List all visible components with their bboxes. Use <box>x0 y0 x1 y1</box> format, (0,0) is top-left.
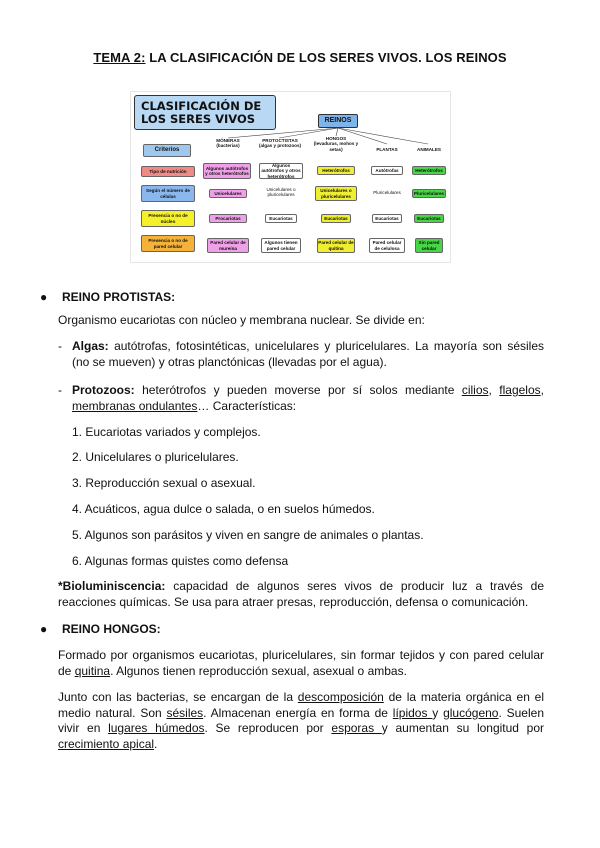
protistas-intro: Organismo eucariotas con núcleo y membrana nuclear. Se divide en: <box>58 313 425 327</box>
kingdom-plantas-header: PLANTAS <box>376 147 398 152</box>
plantas-pared: Pared celular de celulosa <box>369 238 405 253</box>
characteristic-item-2: 2. Unicelulares o pluricelulares. <box>72 450 239 464</box>
sesiles-term: sésiles <box>166 705 204 720</box>
page-title <box>0 50 600 65</box>
bullet-icon: ● <box>40 290 48 304</box>
dash-icon: - <box>58 339 62 353</box>
kingdom-hongos-header: HONGOS (levaduras, mohos y setas) <box>313 136 359 152</box>
diagram-title-box <box>134 95 276 130</box>
plantas-celulas: Pluricelulares <box>373 190 401 195</box>
characteristic-item-5: 5. Algunos son parásitos y viven en sangre de animales o plantas. <box>72 528 424 542</box>
hongos-nucleo: Eucariotas <box>321 214 351 223</box>
hongos-paragraph-2: Junto con las bacterias, se encargan de la descomposición de la materia orgánica en el medio natural. Son sésiles. Almacenan energía en forma de lípidos y glucógeno. Suelen vivir en lugares húmedos. Se reproducen por esporas y aumentan su longitud por crecimiento apical. <box>58 690 545 751</box>
dash-icon: - <box>58 383 62 397</box>
diagram-title-line1: CLASIFICACIÓN DE <box>141 99 262 113</box>
characteristic-item-6: 6. Algunas formas quistes como defensa <box>72 554 289 568</box>
crecimiento-apical-term: crecimiento apical <box>58 736 155 751</box>
protozoos-label: Protozoos: <box>72 383 135 397</box>
criterios-box: Criterios <box>143 144 191 157</box>
diagram-title-line2: LOS SERES VIVOS <box>141 112 256 126</box>
monera-pared: Pared celular de mureína <box>207 238 249 253</box>
kingdom-monera-header: MÓNERAS (bacterias) <box>216 138 240 149</box>
protoctistas-nucleo: Eucariotas <box>265 214 297 223</box>
bioluminiscencia-paragraph: *Bioluminiscencia: capacidad de algunos seres vivos de producir luz a través de reacciones químicas. Se usa para atraer presas, reproducción, defensa o comunicación. <box>58 579 544 609</box>
protoctistas-celulas: Unicelulares o pluricelulares <box>266 187 296 198</box>
characteristic-item-3: 3. Reproducción sexual o asexual. <box>72 476 256 490</box>
hongos-pared: Pared celular de quitina <box>317 238 355 253</box>
protoctistas-nutricion: Algunos autótrofos y otros heterótrofos <box>259 163 303 179</box>
animales-celulas: Pluricelulares <box>412 189 446 198</box>
animales-nutricion: Heterótrofos <box>412 166 446 175</box>
classification-diagram <box>130 91 451 263</box>
title-rest: LA CLASIFICACIÓN DE LOS SERES VIVOS. LOS REINOS <box>145 50 507 65</box>
characteristic-item-4: 4. Acuáticos, agua dulce o salada, o en suelos húmedos. <box>72 502 375 516</box>
hongos-nutricion: Heterótrofos <box>317 166 355 175</box>
bullet-icon: ● <box>40 622 48 636</box>
criterion-nutricion: Tipo de nutrición <box>141 166 195 177</box>
lipidos-term: lípidos <box>392 705 433 720</box>
kingdom-animales-header: ANIMALES <box>417 147 441 152</box>
monera-celulas: Unicelulares <box>209 189 247 198</box>
reinos-box: REINOS <box>318 114 358 128</box>
criterion-celulas: Según el número de células <box>141 185 195 202</box>
monera-nucleo: Procariotas <box>209 214 247 223</box>
title-prefix: TEMA 2: <box>93 50 146 65</box>
hongos-celulas: Unicelulares o pluricelulares <box>315 186 357 201</box>
protoctistas-pared: Algunos tienen pared celular <box>261 238 301 253</box>
algas-paragraph: Algas: autótrofas, fotosintéticas, unicelulares y pluricelulares. La mayoría son sésiles (no se mueven) y otras planctónicas (llevadas por el agua). <box>72 339 544 369</box>
membranas-term: membranas ondulantes <box>72 398 198 413</box>
plantas-nucleo: Eucariotas <box>372 214 402 223</box>
lugares-humedos-term: lugares húmedos <box>108 721 205 735</box>
criterion-pared: Presencia o no de pared celular <box>141 235 195 252</box>
monera-nutricion: Algunos autótrofos y otros heterótrofos <box>203 163 251 179</box>
esporas-term: esporas <box>331 721 382 735</box>
flagelos-term: flagelos <box>499 383 541 397</box>
criterion-nucleo: Presencia o no de núcleo <box>141 210 195 227</box>
characteristic-item-1: 1. Eucariotas variados y complejos. <box>72 425 261 439</box>
plantas-nutricion: Autótrofas <box>371 166 403 175</box>
protozoos-paragraph: Protozoos: heterótrofos y pueden moverse por sí solos mediante cilios, flagelos, membranas ondulantes… Características: <box>72 383 544 413</box>
algas-label: Algas: <box>72 339 109 353</box>
quitina-term: quitina <box>74 663 111 678</box>
animales-nucleo: Eucariotas <box>414 214 444 223</box>
cilios-term: cilios <box>461 383 489 397</box>
kingdom-protoctistas-header: PROTOCTISTAS (algas y protozoos) <box>258 138 302 149</box>
hongos-paragraph-1: Formado por organismos eucariotas, pluricelulares, sin formar tejidos y con pared celular de quitina. Algunos tienen reproducción sexual, asexual o ambas. <box>58 648 544 678</box>
descomposicion-term: descomposición <box>297 690 384 704</box>
bioluminiscencia-label: *Bioluminiscencia: <box>58 579 166 593</box>
glucogeno-term: glucógeno <box>443 705 499 720</box>
animales-pared: Sin pared celular <box>415 238 443 253</box>
